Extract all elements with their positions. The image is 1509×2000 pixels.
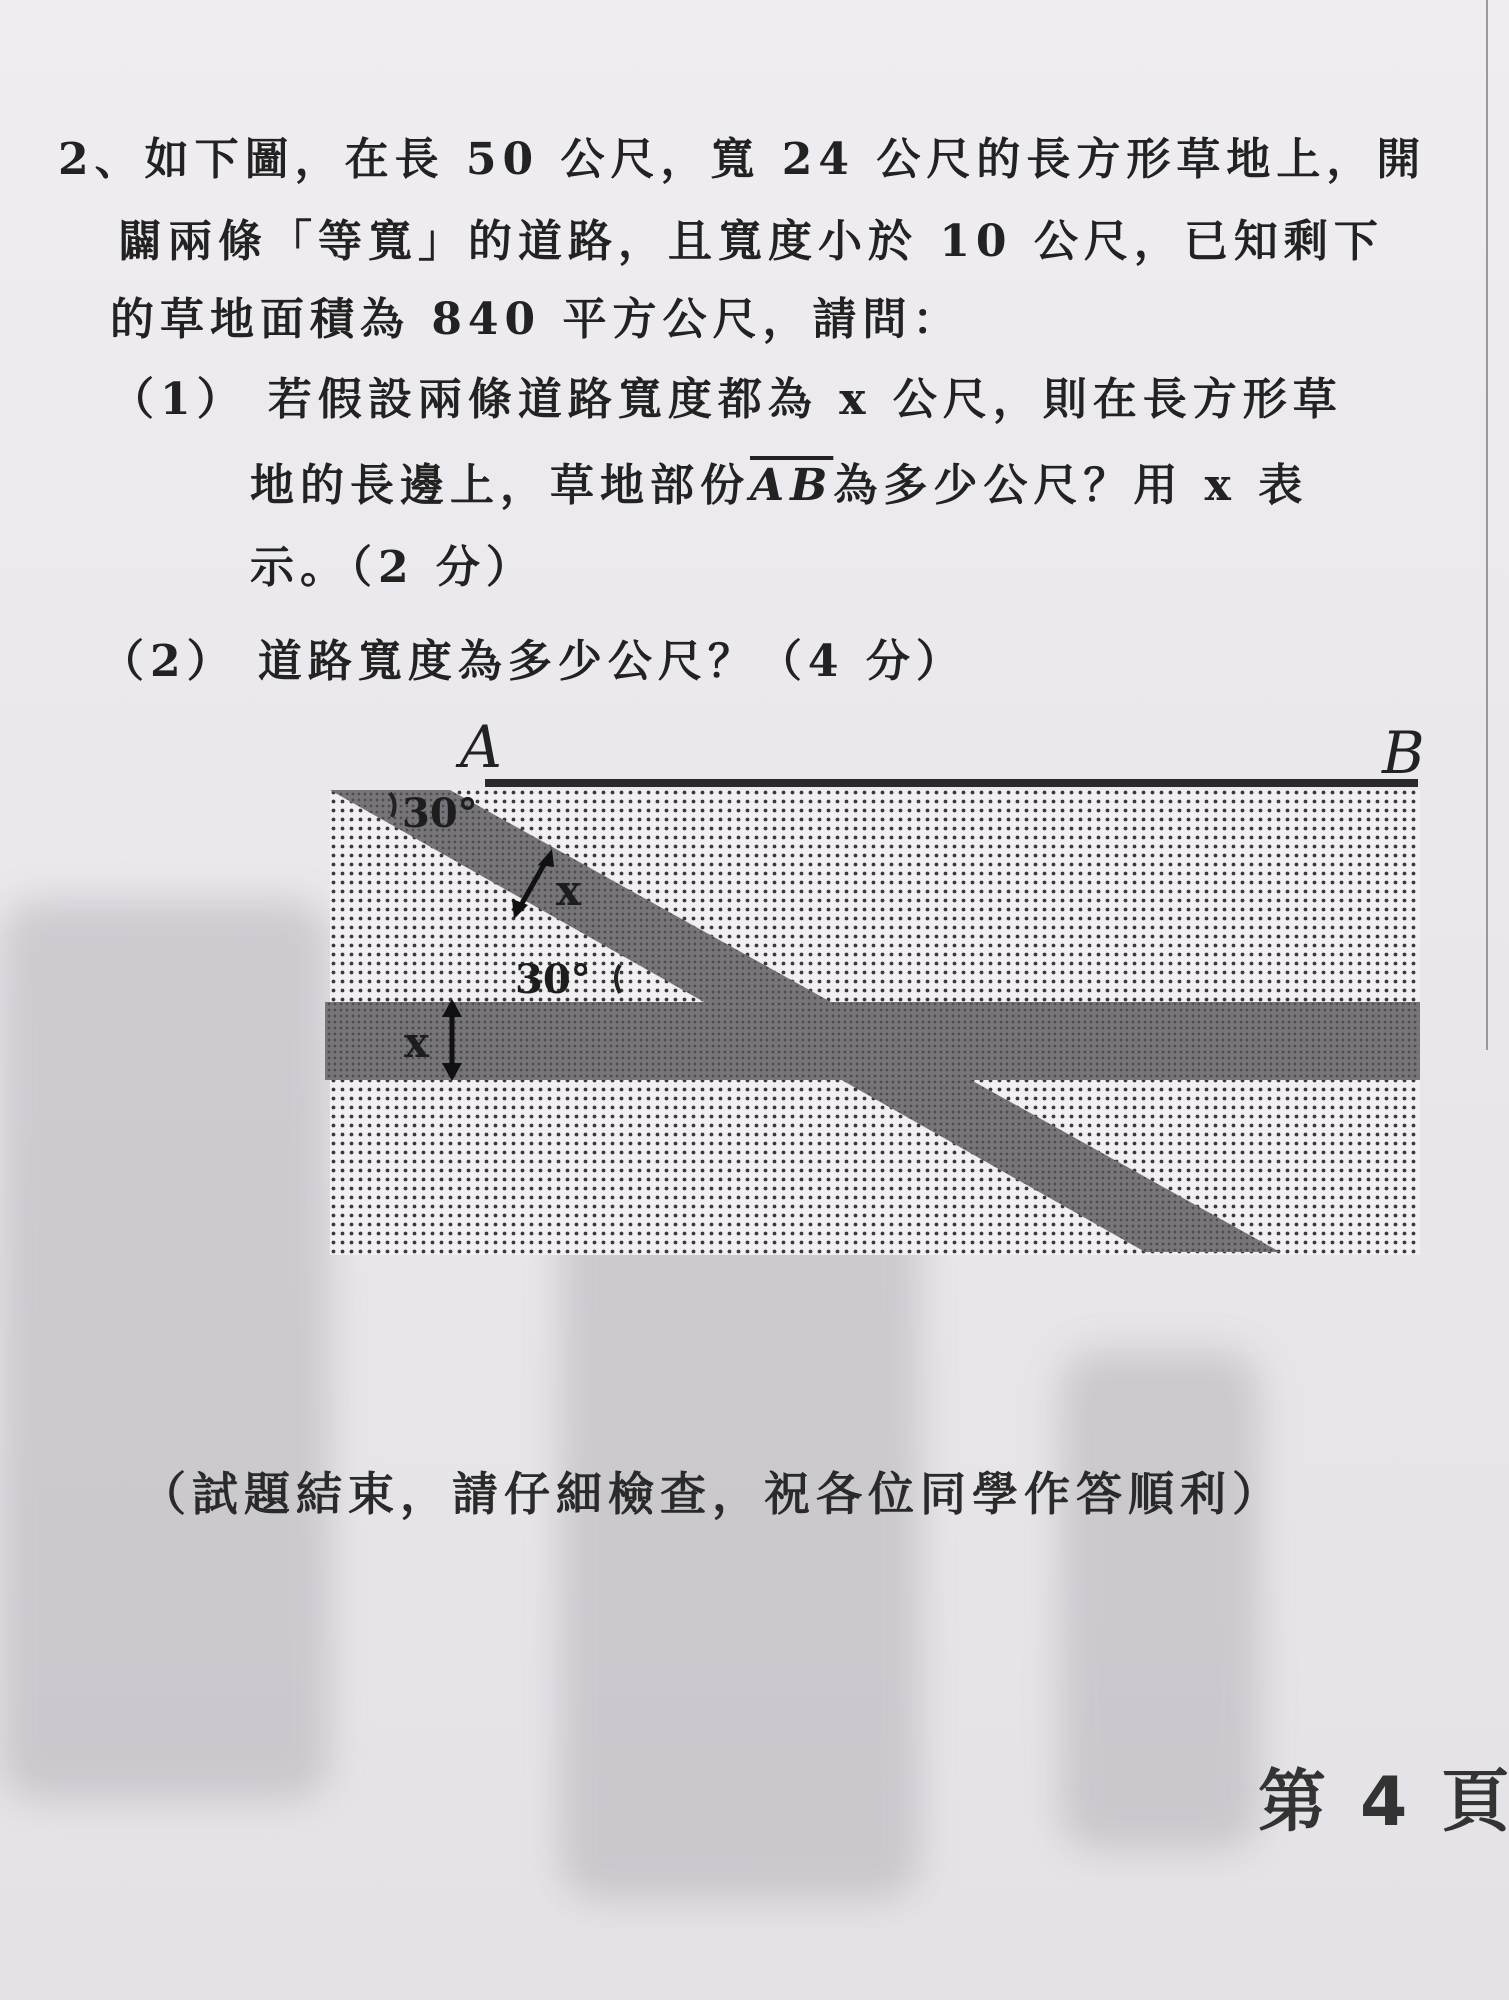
closing-message: （試題結束，請仔細檢查，祝各位同學作答順利） — [140, 1467, 1284, 1521]
page-edge-line — [1486, 0, 1488, 1050]
page-suffix: 頁 — [1441, 1763, 1509, 1842]
part-2-line: （2） 道路寬度為多少公尺？（4 分） — [100, 636, 966, 687]
photo-shadow — [0, 900, 330, 1800]
question-line-1: 2、如下圖，在長 50 公尺，寬 24 公尺的長方形草地上，開 — [58, 134, 1427, 185]
question-line-2: 闢兩條「等寬」的道路，且寬度小於 10 公尺，已知剩下 — [118, 216, 1384, 267]
segment-ab-label: $\overline{AB}$ — [750, 460, 834, 511]
angle-top-label: 30° — [402, 790, 478, 837]
part-1-line-2 — [250, 460, 1309, 511]
width-label-diagonal: x — [556, 866, 582, 915]
part-1-line-1: （1） 若假設兩條道路寬度都為 x 公尺，則在長方形草 — [110, 374, 1343, 425]
photo-shadow — [1060, 1350, 1260, 1850]
angle-mid-label: 30° — [515, 956, 591, 1003]
point-b-label: B — [1382, 719, 1425, 787]
width-label-horizontal: x — [404, 1018, 430, 1067]
question-line-3: 的草地面積為 840 平方公尺，請問： — [110, 294, 963, 345]
page-prefix: 第 — [1258, 1763, 1327, 1842]
road-diagram-svg — [320, 713, 1440, 1265]
part-1-text-a: 地的長邊上，草地部份 — [250, 460, 750, 511]
road-diagram — [320, 713, 1440, 1265]
point-a-label: A — [460, 713, 502, 781]
page-number-value: 4 — [1360, 1763, 1408, 1842]
page-number — [1258, 1748, 1509, 1845]
part-1-text-b: 為多少公尺？用 x 表 — [833, 460, 1309, 511]
part-1-line-3: 示。（2 分） — [250, 542, 536, 593]
